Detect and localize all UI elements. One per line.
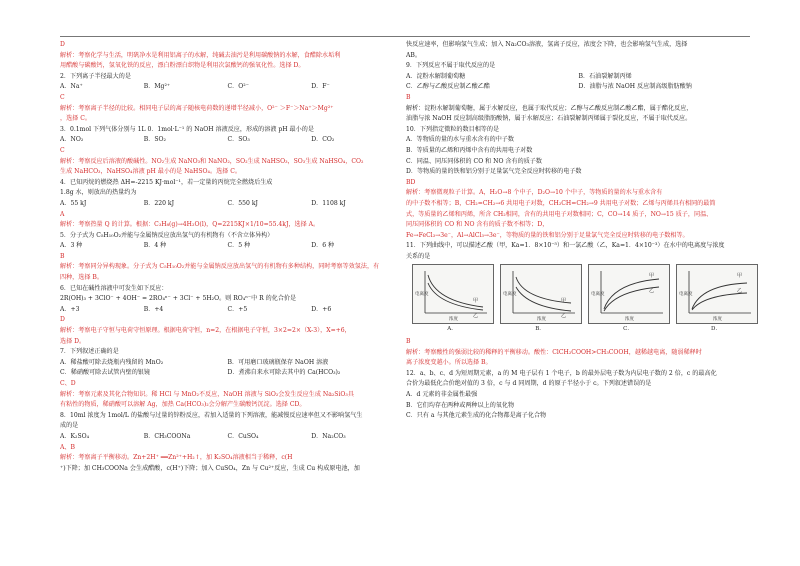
question-line: B．等质量的乙烯和丙烯中含有的共用电子对数: [406, 146, 533, 154]
answer-key: A、B: [60, 443, 75, 451]
question-line: 11．下列曲线中，可以描述乙酸（甲，Ka=1．8×10⁻⁵）和一氯乙酸（乙，Ka=1．4×10⁻³）在水中的电离度与浓度: [406, 242, 725, 250]
header-rule: [60, 36, 750, 37]
graph-option: [500, 264, 582, 335]
option-row: [406, 82, 751, 93]
answer-key: D: [60, 41, 65, 48]
option: A．55 kJ: [60, 199, 87, 207]
option: C．5 种: [227, 242, 251, 250]
curve-label-yi: 乙: [561, 313, 567, 320]
answer-key: C: [60, 93, 65, 101]
option: B．SO₂: [143, 136, 166, 144]
question-line: 8．10ml 浓度为 1mol/L 的盐酸与过量的锌粉反应，若加入适量的下列溶液，能减慢反应速率但又不影响氢气生: [60, 411, 363, 419]
explanation-line: 的中子数不相等；B，CH₂=CH₂→6 共用电子对数，CH₂CH=CH₂→9 共用电子对数；乙烯与丙烯具有相同的最简: [406, 199, 716, 207]
graph-box: [588, 264, 670, 324]
option: B．Mg²⁺: [143, 83, 171, 91]
option-row: [60, 358, 395, 369]
answer-key: D: [60, 316, 65, 324]
curve-label-jia: 甲: [561, 298, 567, 305]
option: D．6 种: [311, 242, 335, 250]
graph-label: A．: [447, 326, 457, 333]
option: C．CuSO₄: [227, 432, 259, 440]
option: B．CH₃COONa: [143, 432, 191, 440]
option-row: [406, 72, 751, 83]
graph-option: [412, 264, 494, 335]
option: C．乙醇与乙酸反应制乙酸乙酯: [406, 83, 490, 91]
question-line: 合价为最低化合价绝对值的 3 倍，c 与 d 同周期，d 的原子半径小于 c。下列叙述错误的是: [406, 380, 652, 388]
answer-key: A: [60, 210, 65, 218]
answer-key: C: [60, 146, 65, 154]
explanation-line: Fe→FeCl₃→3e⁻，Al→AlCl₃→3e⁻，等物质的量的铁和铝分别于足量氯气完全反应时转移的电子数相等。: [406, 231, 689, 239]
x-axis-label: 浓度: [625, 317, 634, 323]
y-axis-label: 电离度: [503, 292, 517, 298]
explanation-line: 同压同体积的 CO 和 NO 含有的质子数不相等；D，: [406, 221, 549, 229]
answer-key: C、D: [60, 380, 76, 387]
question-line: 关系的是: [406, 252, 431, 260]
curve-label-yi: 乙: [737, 288, 743, 295]
y-axis-label: 电离度: [679, 292, 693, 298]
question-line: C．同温、同压同体积的 CO 和 NO 含有的质子数: [406, 157, 542, 165]
option: A．稀盐酸可除去烧瓶内残留的 MnO₂: [60, 358, 164, 366]
option: B．4 种: [143, 242, 167, 250]
explanation-line: 解析：考察电子守恒与电荷守恒原理。根据电荷守恒，n=2，在根据电子守恒，3×2=2×（X-3），X=+6，: [60, 327, 351, 335]
graph-label: D．: [711, 326, 721, 333]
question-line: 2．下列离子半径最大的是: [60, 72, 131, 80]
option-row: [60, 241, 395, 252]
answer-key: BD: [406, 178, 416, 186]
option: A．NO₂: [60, 136, 84, 144]
question-line: C．只有 a 与其他元素生成的化合物都是离子化合物: [406, 412, 547, 420]
explanation-line: 解析：考察微观粒子计算。A，H₂O→8 个中子，D₂O→10 个中子，等物质的量的水与重水含有: [406, 189, 663, 197]
option: B．220 kJ: [143, 199, 175, 207]
explanation-line: 解析：考察离子平衡移动。Zn+2H⁺ ══Zn²⁺+H₂↑，加 K₂SO₄溶液相当于稀释，c(H: [60, 454, 293, 462]
explanation-line: 解析：考察同分异构现象。分子式为 C₅H₁₀O₂并能与金属钠反应放出氢气的有机物有多种结构，同时考察等效氢法，有: [60, 263, 380, 271]
graph-svg: [501, 265, 581, 323]
option-row: [60, 305, 395, 316]
explanation-line: 解析：考察离子半径的比较。相同电子层的离子随核电荷数的递增半径减小，O²⁻ ＞F⁻＞Na⁺＞Mg²⁺: [60, 104, 334, 112]
option: C．550 kJ: [227, 199, 258, 207]
curve-label-jia: 甲: [649, 273, 655, 280]
explanation-line: 用醋酸与碳酸钙，氢氧化铁的反应，漂白粉漂白织物是利用次氯酸钙的强氧化性。选择 D。: [60, 62, 305, 70]
explanation-line: 解析：考察热量 Q 的计算。根据：C₃H₈(g)→4H₂O(l)，Q=2215KJ×1/10=55.4kJ，选择 A。: [60, 221, 320, 229]
option: B．+4: [143, 305, 164, 313]
question-line: 7．下列叙述正确的是: [60, 348, 119, 356]
option: D．油脂与浓 NaOH 反应制高级脂肪酸钠: [578, 83, 692, 91]
explanation-line: 式，等质量的乙烯和丙烯，所含 CH₂相同，含有的共用电子对数相同；C，CO→14 质子，NO→15 质子，同温、: [406, 210, 713, 218]
option: D．Na₂CO₃: [311, 432, 346, 440]
answer-key: B: [406, 338, 411, 346]
y-axis-label: 电离度: [591, 292, 605, 298]
x-axis-label: 浓度: [713, 317, 722, 323]
question-line: 6．已知在碱性溶液中可发生如下反应：: [60, 284, 168, 292]
graph-box: [500, 264, 582, 324]
option: A．+3: [60, 305, 80, 313]
graph-label: C．: [623, 326, 633, 333]
question-line: D．等物质的量的铁和铝分别于足量氯气完全反应时转移的电子数: [406, 168, 582, 176]
y-axis-label: 电离度: [415, 292, 429, 298]
graph-option: [588, 264, 670, 335]
curve-jia: [604, 279, 659, 309]
question-line: A．等物质的量的水与重水含有的中子数: [406, 136, 514, 144]
answer-key: B: [60, 252, 65, 260]
explanation-line: 离子浓度变越小。所以选择 B。: [406, 359, 492, 367]
explanation-line: 解析：考察化学与生活，明矾净水是利用铝离子的水解，纯碱去油污是利用碳酸钠的水解，食醋除水垢利: [60, 51, 341, 59]
question-line: 5．分子式为 C₅H₁₀O₂并能与金属钠反应放出氢气的有机物有（不含立体异构）: [60, 231, 274, 239]
answer-key: B: [406, 93, 411, 101]
explanation-line: 解析：考察酸性的强弱比较的稀释的平衡移动。酸性：ClCH₂COOH>CH₃COOH，越稀越电离，随弱稀释时: [406, 348, 702, 356]
curve-yi: [692, 293, 747, 310]
graph-options: [412, 264, 751, 335]
question-line: AB。: [406, 51, 421, 59]
graph-box: [412, 264, 494, 324]
question-line: 解析：淀粉水解制葡萄糖，属于水解反应，也属于取代反应；乙醇与乙酸反应制乙酸乙酯，属于酯化反应，: [406, 104, 693, 112]
x-axis-label: 浓度: [449, 317, 458, 323]
question-line: 成的是: [60, 422, 79, 430]
explanation-line: 四种，选择 B。: [60, 274, 103, 282]
option: D．F⁻: [311, 83, 330, 91]
question-line: 油脂与浓 NaOH 反应制高级脂肪酸钠，属于水解反应；石油裂解制丙烯属于裂化反应，不属于取代反应。: [406, 115, 692, 123]
option: D．CO₂: [311, 136, 335, 144]
graph-option: [676, 264, 758, 335]
question-line: 3．0.1mol 下列气体分别与 1L 0．1mol·L⁻¹ 的 NaOH 溶液反应，形成的溶液 pH 最小的是: [60, 125, 314, 133]
explanation-line: 解析：考察元素及其化合物知识。稀 HCl 与 MnO₂不反应，NaOH 溶液与 SiO₂会发生反应生成 Na₂SiO₃具: [60, 390, 354, 398]
graph-svg: [413, 265, 493, 323]
option: D．1108 kJ: [311, 199, 346, 207]
curve-label-yi: 乙: [473, 313, 479, 320]
option: D．+6: [311, 305, 332, 313]
question-line: 12．a、b、c、d 为短周期元素，a 的 M 电子层有 1 个电子，b 的最外层电子数为内层电子数的 2 倍，c 的最高化: [406, 369, 717, 377]
curve-label-yi: 乙: [649, 288, 655, 295]
option: A．K₂SO₄: [60, 432, 90, 440]
question-line: 10．下列指定微粒的数目相等的是: [406, 125, 500, 133]
question-line: B．它们均存在两种或两种以上的氧化物: [406, 401, 515, 409]
option-row: [60, 82, 395, 93]
option-row: [60, 368, 395, 379]
option: D．煮沸自来水可除去其中的 Ca(HCO₃)₂: [227, 369, 341, 377]
question-line: 2R(OH)₃ + 3ClO⁻ + 4OH⁻ = 2RO₄ⁿ⁻ + 3Cl⁻ + 5H₂O。则 RO₄ⁿ⁻中 R 的化合价是: [60, 295, 297, 303]
right-column: [406, 40, 751, 422]
explanation-line: ，选择 C。: [60, 115, 91, 123]
graph-label: B．: [535, 326, 545, 333]
option: A．淀粉水解制葡萄糖: [406, 72, 466, 80]
option: A．Na⁺: [60, 83, 83, 91]
option: C．SO₃: [227, 136, 250, 144]
explanation-line: 解析：考察反应后溶液的酸碱性。NO₂生成 NaNO₃和 NaNO₂，SO₂生成 NaHSO₃，SO₃生成 NaHSO₄，CO₂: [60, 157, 364, 165]
question-line: 1.8g 水，则放出的热量约为: [60, 189, 137, 197]
question-line: ⁺)下降；加 CH₃COONa 会生成醋酸，c(H⁺)下降；加入 CuSO₄，Zn 与 Cu²⁺反应，生成 Cu 构成原电池，加: [60, 464, 360, 472]
question-line: A．d 元素的非金属性最强: [406, 391, 478, 399]
curve-label-jia: 甲: [473, 298, 479, 305]
option: C．稀硝酸可除去试管内壁的银镜: [60, 369, 150, 377]
curve-label-jia: 甲: [737, 273, 743, 280]
option: C．O²⁻: [227, 83, 249, 91]
option-row: [60, 432, 395, 443]
explanation-line: 选择 D。: [60, 337, 86, 345]
question-line: 4．已知丙烷的燃烧热 ΔH=-2215 KJ·mol⁻¹，若一定量的丙烷完全燃烧后生成: [60, 178, 273, 186]
graph-box: [676, 264, 758, 324]
option: B．石油裂解制丙烯: [578, 72, 632, 80]
option-row: [60, 135, 395, 146]
left-column: [60, 40, 395, 474]
option: B．可用磨口玻璃瓶保存 NaOH 溶液: [227, 358, 329, 366]
x-axis-label: 浓度: [537, 317, 546, 323]
question-line: 9．下列反应不属于取代反应的是: [406, 62, 496, 70]
option: C．+5: [227, 305, 248, 313]
explanation-line: 有粘性的物质，稀硝酸可以溶解 Ag，加热 Ca(HCO₃)₂会分解产生碳酸钙沉淀。选择 CD。: [60, 401, 306, 409]
option-row: [60, 199, 395, 210]
option: A．3 种: [60, 242, 83, 250]
graph-svg: [589, 265, 669, 323]
question-line: 快反应速率，但影响氢气生成；加入 Na₂CO₃溶液，氢离子反应，浓度会下降，也会影响氢气生成，选择: [406, 41, 688, 48]
explanation-line: 生成 NaHCO₃，NaHSO₄溶液 pH 最小的是 NaHSO₄。选择 C。: [60, 168, 241, 176]
graph-svg: [677, 265, 757, 323]
